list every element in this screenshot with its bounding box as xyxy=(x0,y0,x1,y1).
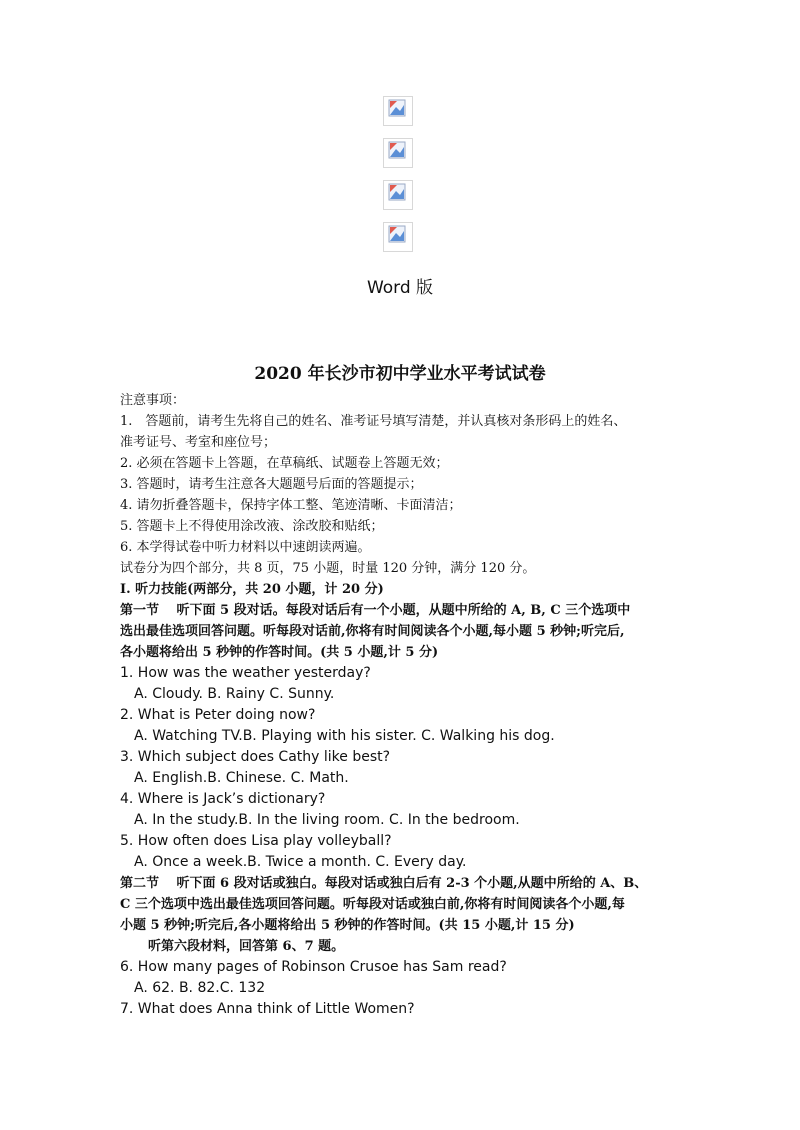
notes-heading: 注意事项： xyxy=(120,393,186,408)
document-body xyxy=(120,390,690,1020)
note-item: 2. 必须在答题卡上答题，在草稿纸、试题卷上答题无效； xyxy=(120,456,449,471)
question-options: A. English.B. Chinese. C. Math. xyxy=(134,770,349,786)
question-text: 1. How was the weather yesterday? xyxy=(120,665,371,681)
broken-image-icon xyxy=(383,222,413,252)
question-text: 3. Which subject does Cathy like best? xyxy=(120,749,391,765)
part-instructions: C 三个选项中选出最佳选项回答问题。听每段对话或独白前,你将有时间阅读各个小题,每 xyxy=(120,897,625,912)
broken-image-icon xyxy=(383,96,413,126)
note-item: 4. 请勿折叠答题卡，保持字体工整、笔迹清晰、卡面清洁； xyxy=(120,498,462,513)
word-version-label: Word 版 xyxy=(366,278,434,298)
part-instructions: 小题 5 秒钟;听完后,各小题将给出 5 秒钟的作答时间。(共 15 小题,计 15 分) xyxy=(120,918,575,933)
question-text: 5. How often does Lisa play volleyball? xyxy=(120,833,392,849)
page-title: 2020 年长沙市初中学业水平考试试卷 xyxy=(254,364,546,384)
note-item: 6. 本学得试卷中听力材料以中速朗读两遍。 xyxy=(120,540,371,555)
part-instructions: 第一节 听下面 5 段对话。每段对话后有一个小题，从题中所给的 A, B, C 三个选项中 xyxy=(120,603,631,618)
broken-image-icon xyxy=(383,180,413,210)
question-text: 6. How many pages of Robinson Crusoe has Sam read? xyxy=(120,959,507,975)
question-options: A. 62. B. 82.C. 132 xyxy=(134,980,266,996)
part-instructions: 选出最佳选项回答问题。听每段对话前,你将有时间阅读各个小题,每小题 5 秒钟;听完后, xyxy=(120,624,625,639)
note-item: 3. 答题时，请考生注意各大题题号后面的答题提示； xyxy=(120,477,423,492)
question-options: A. Watching TV.B. Playing with his sister. C. Walking his dog. xyxy=(134,728,555,744)
question-options: A. Cloudy. B. Rainy C. Sunny. xyxy=(134,686,335,702)
question-text: 2. What is Peter doing now? xyxy=(120,707,316,723)
note-item: 准考证号、考室和座位号； xyxy=(120,435,277,450)
section-heading: I. 听力技能(两部分，共 20 小题，计 20 分) xyxy=(120,582,384,597)
part-instructions: 各小题将给出 5 秒钟的作答时间。(共 5 小题,计 5 分) xyxy=(120,645,439,660)
part-instructions: 第二节 听下面 6 段对话或独白。每段对话或独白后有 2-3 个小题,从题中所给的 A、B、 xyxy=(120,876,648,891)
image-placeholder-group xyxy=(383,96,417,264)
question-options: A. In the study.B. In the living room. C. In the bedroom. xyxy=(134,812,520,828)
note-item: 5. 答题卡上不得使用涂改液、涂改胶和贴纸； xyxy=(120,519,384,534)
note-item: 试卷分为四个部分，共 8 页，75 小题，时量 120 分钟，满分 120 分。 xyxy=(120,561,536,576)
question-text: 7. What does Anna think of Little Women? xyxy=(120,1001,415,1017)
question-text: 4. Where is Jack’s dictionary? xyxy=(120,791,326,807)
note-item: 1. 答题前，请考生先将自己的姓名、准考证号填写清楚，并认真核对条形码上的姓名、 xyxy=(120,414,627,429)
material-note: 听第六段材料，回答第 6、7 题。 xyxy=(148,939,345,954)
question-options: A. Once a week.B. Twice a month. C. Every day. xyxy=(134,854,467,870)
broken-image-icon xyxy=(383,138,413,168)
